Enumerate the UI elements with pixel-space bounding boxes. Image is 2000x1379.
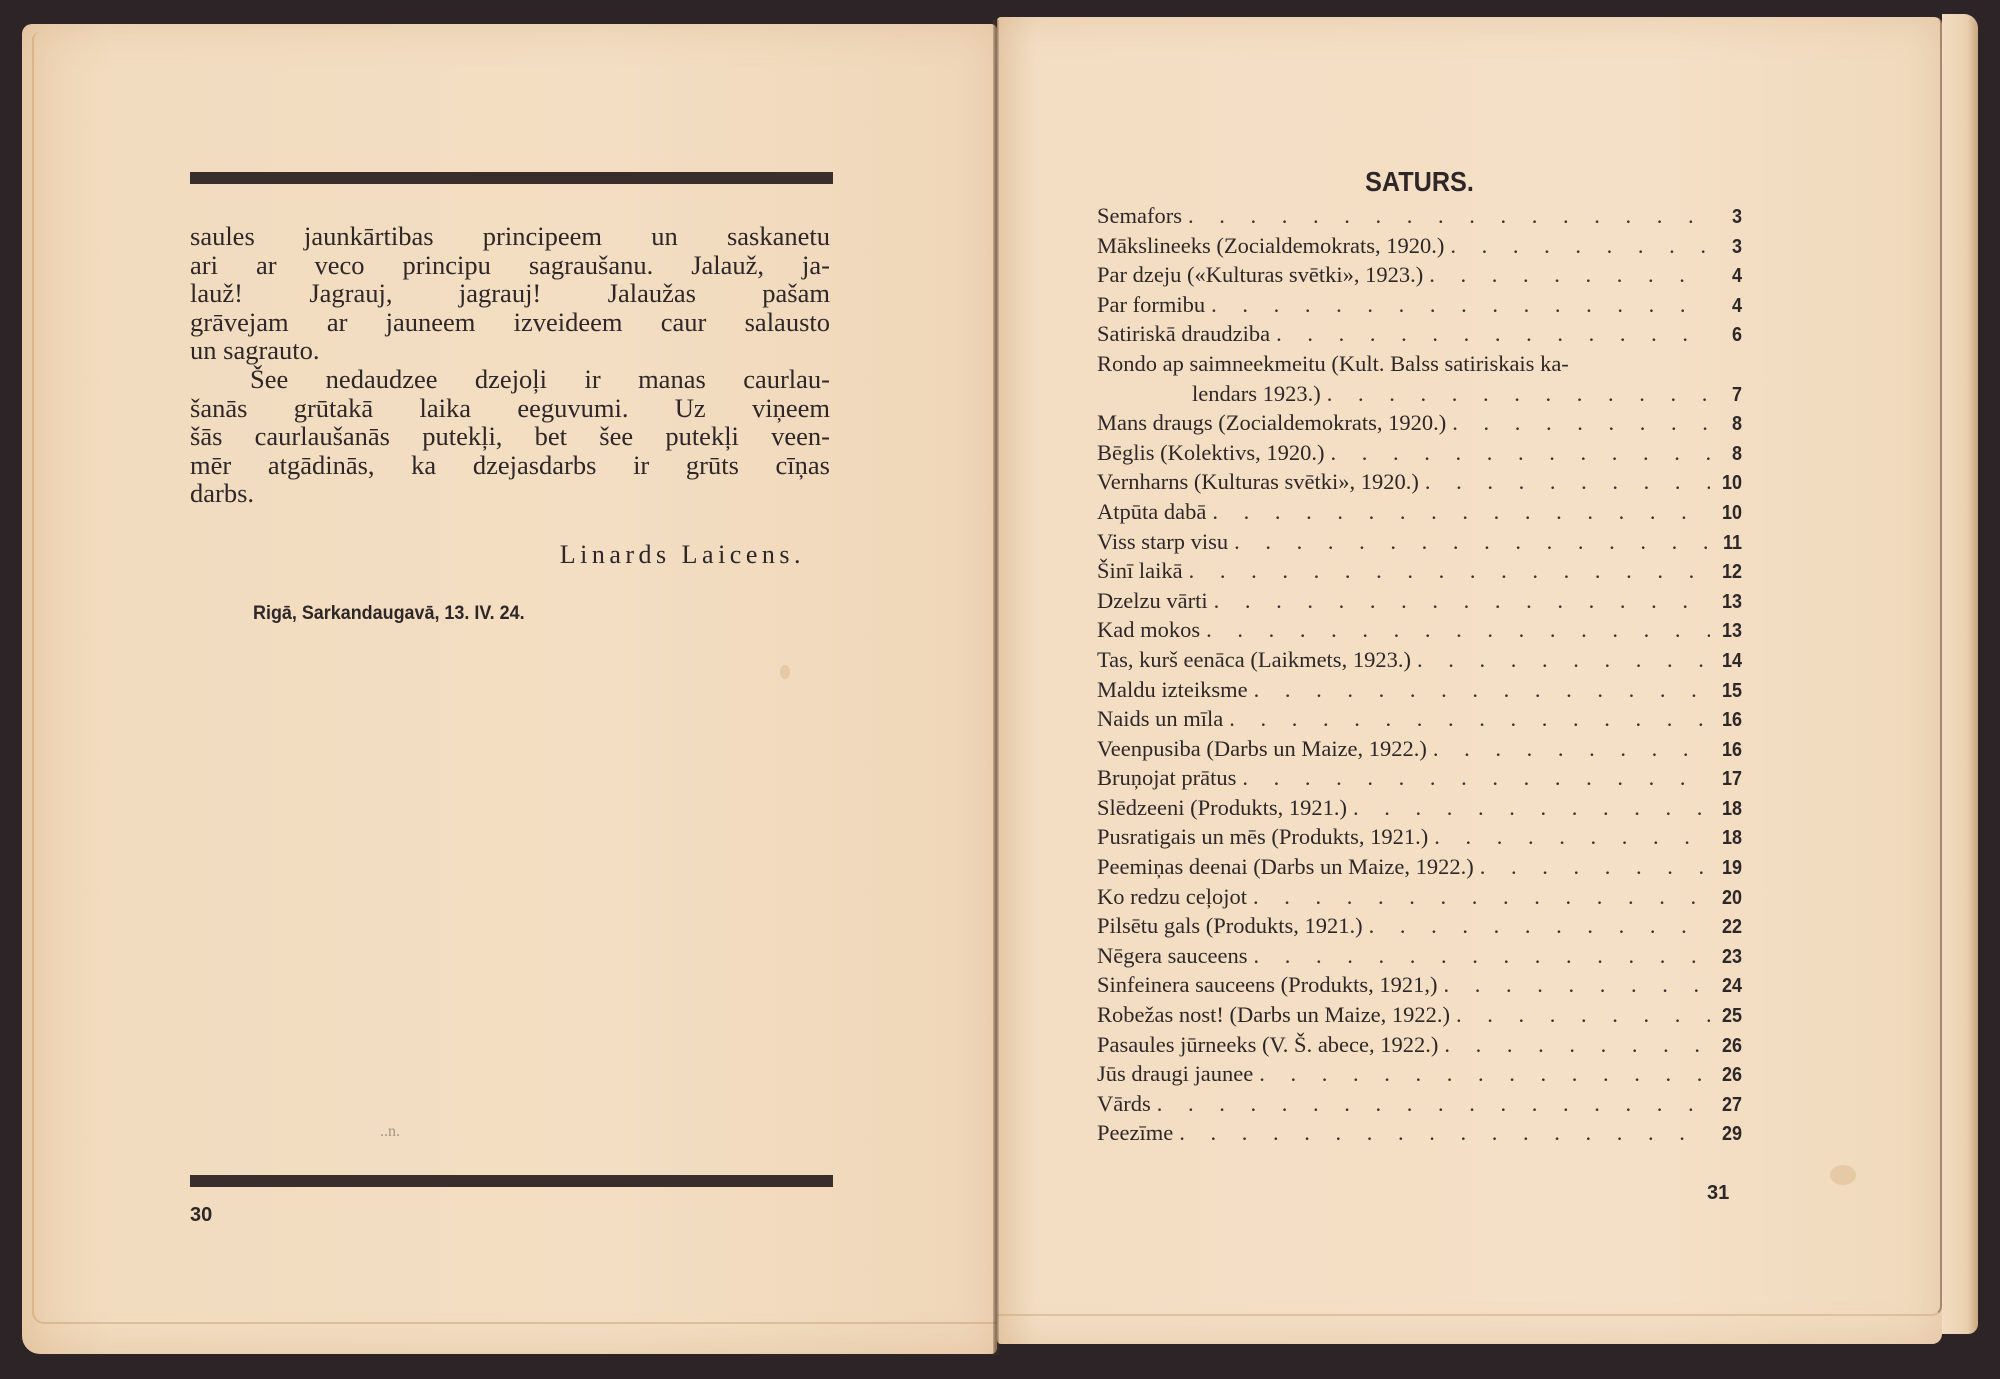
toc-entry-title: Sinfeinera sauceens (Produkts, 1921,) — [1097, 972, 1438, 998]
toc-entry[interactable] — [1097, 408, 1742, 438]
toc-entry-title: Bēglis (Kolektivs, 1920.) — [1097, 439, 1325, 465]
dot-leader — [1229, 704, 1710, 734]
author-signature: Linards Laicens. — [559, 540, 805, 569]
dot-leader — [1188, 201, 1710, 231]
toc-entry[interactable] — [1097, 260, 1742, 290]
toc-entry-title: Vārds — [1097, 1090, 1151, 1116]
toc-entry-page: 23 — [1721, 945, 1742, 968]
toc-entry-title: Bruņojat prātus — [1097, 765, 1237, 791]
toc-entry-page: 15 — [1721, 679, 1742, 702]
paper-stain — [780, 665, 790, 679]
toc-entry-title: Viss starp visu — [1097, 528, 1229, 554]
text-line: mēr atgādinās, ka dzejasdarbs ir grūts cīņas — [190, 449, 830, 480]
dot-leader — [1254, 941, 1710, 971]
top-rule — [190, 172, 833, 184]
toc-entry-title: Nēgera sauceens — [1097, 942, 1248, 968]
toc-entry-page: 14 — [1721, 649, 1742, 672]
dot-leader — [1157, 1089, 1710, 1119]
toc-entry-title: Atpūta dabā — [1097, 498, 1207, 524]
toc-entry-title: Robežas nost! (Darbs un Maize, 1922.) — [1097, 1002, 1451, 1028]
toc-entry[interactable] — [1097, 201, 1742, 231]
toc-entry-page: 6 — [1731, 324, 1742, 347]
text-line: ari ar veco principu sagraušanu. Jalauž, ja- — [190, 249, 830, 280]
toc-entry-page: 7 — [1731, 383, 1742, 406]
toc-entry-title: Pusratigais un mēs (Produkts, 1921.) — [1097, 824, 1429, 850]
text-line: lauž! Jagrauj, jagrauj! Jalaužas pašam — [190, 278, 830, 309]
dot-leader — [1206, 615, 1710, 645]
toc-entry[interactable] — [1097, 1000, 1742, 1030]
dot-leader — [1417, 645, 1710, 675]
dot-leader — [1369, 911, 1710, 941]
toc-entry[interactable] — [1097, 941, 1742, 971]
toc-entry-title: Tas, kurš eenāca (Laikmets, 1923.) — [1097, 646, 1411, 672]
toc-entry-page: 20 — [1721, 886, 1742, 909]
dot-leader — [1211, 290, 1710, 320]
dot-leader — [1234, 527, 1710, 557]
toc-entry[interactable] — [1097, 1059, 1742, 1089]
toc-entry-page: 29 — [1721, 1123, 1742, 1146]
toc-entry-page: 4 — [1731, 294, 1742, 317]
toc-entry-page: 3 — [1731, 206, 1742, 228]
toc-heading: SATURS. — [1365, 166, 1474, 197]
toc-entry-page: 16 — [1721, 738, 1742, 761]
toc-entry[interactable] — [1097, 497, 1742, 527]
toc-entry-page: 10 — [1721, 501, 1742, 524]
toc-entry-page: 8 — [1731, 442, 1742, 465]
dot-leader — [1434, 822, 1710, 852]
toc-entry[interactable] — [1097, 822, 1742, 852]
dot-leader — [1179, 1118, 1710, 1148]
toc-entry-title: Peezīme — [1097, 1120, 1174, 1146]
table-of-contents — [1097, 201, 1742, 1148]
dot-leader — [1456, 1000, 1710, 1030]
text-line: saules jaunkārtibas principeem un saskanetu — [190, 221, 830, 251]
toc-entry[interactable] — [1097, 734, 1742, 764]
toc-entry[interactable] — [1097, 438, 1742, 468]
dot-leader — [1214, 586, 1710, 616]
toc-entry[interactable] — [1097, 911, 1742, 941]
toc-entry-title: Mākslineeks (Zocialdemokrats, 1920.) — [1097, 232, 1445, 258]
dot-leader — [1433, 734, 1710, 764]
toc-entry-page: 13 — [1721, 590, 1742, 613]
toc-entry[interactable] — [1097, 793, 1742, 823]
toc-entry-continuation[interactable] — [1097, 379, 1742, 409]
toc-entry-title: Vernharns (Kulturas svētki», 1920.) — [1097, 469, 1419, 495]
toc-entry[interactable] — [1097, 349, 1742, 379]
toc-entry-page: 17 — [1721, 768, 1742, 791]
toc-entry[interactable] — [1097, 527, 1742, 557]
closing-text — [190, 222, 830, 508]
toc-entry-title: Šinī laikā — [1097, 558, 1183, 584]
place-date: Rigā, Sarkandaugavā, 13. IV. 24. — [253, 602, 525, 624]
toc-entry-title: Peemiņas deenai (Darbs un Maize, 1922.) — [1097, 854, 1474, 880]
toc-entry-title: Ko redzu ceļojot — [1097, 883, 1247, 909]
text-line: darbs. — [190, 478, 255, 509]
toc-entry-page: 12 — [1721, 561, 1742, 584]
dot-leader — [1189, 556, 1710, 586]
page-number-right: 31 — [1707, 1182, 1730, 1204]
toc-entry-page: 25 — [1721, 1005, 1742, 1028]
toc-entry[interactable] — [1097, 467, 1742, 497]
toc-entry-page: 19 — [1721, 857, 1742, 880]
toc-entry-page: 16 — [1721, 709, 1742, 732]
dot-leader — [1444, 1030, 1710, 1060]
dot-leader — [1327, 379, 1710, 409]
toc-entry[interactable] — [1097, 1118, 1742, 1148]
toc-entry[interactable] — [1097, 319, 1742, 349]
dot-leader — [1330, 438, 1710, 468]
toc-entry-page: 22 — [1721, 916, 1742, 939]
book-spine — [993, 20, 999, 1355]
toc-entry-title: Mans draugs (Zocialdemokrats, 1920.) — [1097, 410, 1447, 436]
toc-entry[interactable] — [1097, 970, 1742, 1000]
text-line: un sagrauto. — [190, 335, 320, 366]
toc-entry[interactable] — [1097, 704, 1742, 734]
dot-leader — [1425, 467, 1710, 497]
toc-entry-title: Rondo ap saimneekmeitu (Kult. Balss satiriskais ka- — [1097, 350, 1569, 376]
dot-leader — [1450, 231, 1710, 261]
text-line: grāvejam ar jauneem izveideem caur salausto — [190, 306, 830, 337]
dot-leader — [1480, 852, 1710, 882]
toc-entry-page: 26 — [1721, 1064, 1742, 1087]
toc-entry[interactable] — [1097, 675, 1742, 705]
toc-entry-page: 10 — [1721, 472, 1742, 495]
toc-entry[interactable] — [1097, 852, 1742, 882]
text-line: Šee nedaudzee dzejoļi ir manas caurlau- — [250, 363, 830, 394]
toc-entry-title: Naids un mīla — [1097, 706, 1224, 732]
toc-entry[interactable] — [1097, 763, 1742, 793]
bottom-rule — [190, 1175, 833, 1187]
text-line: šās caurlaušanās putekļi, bet šee putekļi veen- — [190, 421, 830, 452]
toc-entry-page: 8 — [1731, 413, 1742, 436]
toc-entry-title: Veenpusiba (Darbs un Maize, 1922.) — [1097, 735, 1427, 761]
toc-entry[interactable] — [1097, 1089, 1742, 1119]
toc-entry[interactable] — [1097, 231, 1742, 261]
toc-entry[interactable] — [1097, 645, 1742, 675]
dot-leader — [1259, 1059, 1710, 1089]
toc-entry-title: Pilsētu gals (Produkts, 1921.) — [1097, 913, 1363, 939]
toc-entry-title: Par dzeju («Kulturas svētki», 1923.) — [1097, 262, 1424, 288]
dot-leader — [1242, 763, 1710, 793]
text-line: šanās grūtakā laika eeguvumi. Uz viņeem — [190, 392, 830, 423]
toc-entry-page: 18 — [1721, 827, 1742, 850]
toc-entry-title: Maldu izteiksme — [1097, 676, 1248, 702]
dot-leader — [1253, 882, 1710, 912]
paper-stain — [1830, 1165, 1856, 1185]
toc-entry-title: Par formibu — [1097, 291, 1206, 317]
dot-leader — [1353, 793, 1710, 823]
toc-entry-page: 18 — [1721, 797, 1742, 820]
toc-entry-title: Dzelzu vārti — [1097, 587, 1208, 613]
toc-entry[interactable] — [1097, 586, 1742, 616]
toc-entry-title: Kad mokos — [1097, 617, 1201, 643]
toc-entry-title-continued: lendars 1923.) — [1192, 380, 1321, 406]
toc-entry-page: 27 — [1721, 1093, 1742, 1116]
toc-entry-page: 11 — [1722, 531, 1742, 554]
page-number-left: 30 — [190, 1204, 213, 1226]
toc-entry[interactable] — [1097, 556, 1742, 586]
page-fold-edge — [1942, 14, 1978, 1334]
toc-entry-page: 4 — [1731, 265, 1742, 288]
toc-entry-page: 24 — [1721, 975, 1742, 998]
dot-leader — [1254, 675, 1710, 705]
toc-entry-page: 3 — [1731, 235, 1742, 258]
toc-entry-page: 26 — [1721, 1034, 1742, 1057]
toc-entry-title: Satiriskā draudziba — [1097, 321, 1271, 347]
toc-entry-title: Jūs draugi jaunee — [1097, 1061, 1254, 1087]
toc-entry-title: Semafors — [1097, 203, 1182, 228]
dot-leader — [1212, 497, 1710, 527]
dot-leader — [1452, 408, 1710, 438]
toc-entry[interactable] — [1097, 290, 1742, 320]
toc-entry[interactable] — [1097, 882, 1742, 912]
dot-leader — [1444, 970, 1710, 1000]
dot-leader — [1429, 260, 1710, 290]
dot-leader — [1276, 319, 1710, 349]
toc-entry[interactable] — [1097, 615, 1742, 645]
toc-entry-title: Pasaules jūrneeks (V. Š. abece, 1922.) — [1097, 1031, 1439, 1057]
toc-entry-page: 13 — [1721, 620, 1742, 643]
toc-entry[interactable] — [1097, 1030, 1742, 1060]
bleed-through-mark: ..n. — [380, 1123, 400, 1140]
toc-entry-title: Slēdzeeni (Produkts, 1921.) — [1097, 794, 1347, 820]
